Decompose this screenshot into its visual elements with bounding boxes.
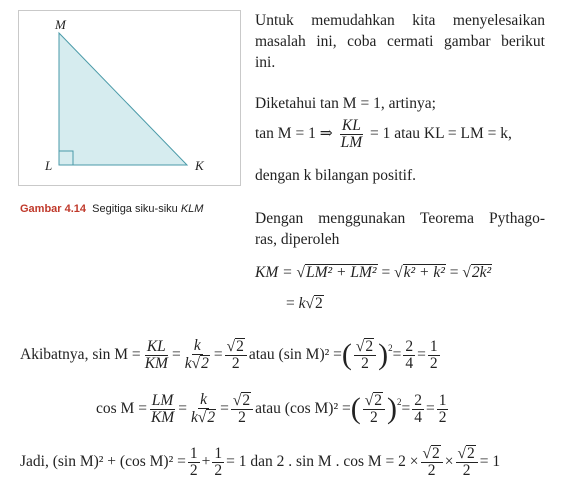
fraction [188, 446, 200, 479]
numerator: √2 [231, 392, 253, 410]
intro-paragraph [255, 10, 545, 73]
jadi-equation-row [20, 445, 500, 479]
fraction [354, 338, 376, 372]
jadi-mid: = 1 dan 2 . sin M . cos M = 2 × [226, 453, 419, 470]
numerator: 2 [405, 337, 414, 355]
numerator: √2 [421, 445, 443, 463]
tan-right: = 1 atau KL = LM = k, [370, 125, 512, 143]
jadi-prefix: Jadi, (sin M)² + (cos M)² = [20, 453, 186, 470]
den-k: k [184, 355, 192, 372]
pythagoras-line: Dengan menggunakan Teorema Pythago- [255, 210, 545, 227]
pythagoras-paragraph [255, 208, 545, 250]
km-result: = k√2 [286, 295, 323, 312]
fraction [363, 392, 385, 426]
denominator: 4 [405, 354, 414, 372]
numerator: 1 [214, 444, 223, 462]
equals: = [392, 346, 402, 363]
numerator: LM [151, 391, 174, 409]
radical: 2 [467, 445, 475, 462]
km-lhs: KM = [255, 264, 293, 281]
numerator: k [193, 337, 201, 354]
paren-close: ) [386, 392, 397, 425]
intro-line: Untuk memudahkan kita menyelesaikan [255, 12, 545, 29]
exponent: 2 [388, 343, 393, 353]
numerator: 1 [438, 391, 447, 409]
denominator: 2 [438, 408, 447, 426]
tan-left: tan M = 1 ⇒ [255, 125, 333, 143]
numerator: KL [146, 337, 166, 355]
denominator: 2 [369, 409, 378, 426]
radical: 2 [432, 445, 440, 462]
exponent: 2 [396, 397, 402, 407]
numerator: √2 [354, 338, 376, 356]
fraction [412, 393, 424, 426]
atau-text: atau (sin M)² = [248, 346, 342, 363]
numerator: KL [341, 117, 361, 134]
equals: = [381, 264, 391, 281]
denominator: 2 [427, 462, 436, 479]
radical: 2 [236, 338, 244, 355]
denominator: k√2 [184, 355, 209, 372]
figure-box [18, 10, 241, 186]
fraction [437, 393, 449, 426]
fraction [225, 338, 247, 372]
cos-prefix: cos M = [96, 400, 147, 417]
numerator: k [200, 391, 207, 408]
numerator: √2 [456, 445, 478, 463]
paren-open: ( [341, 338, 352, 371]
fraction [403, 339, 415, 372]
radical-lm: LM² + LM² [305, 264, 377, 281]
figure-caption [20, 203, 203, 215]
numerator: √2 [225, 338, 247, 356]
vertex-label-m: M [55, 17, 66, 32]
radical: 2 [365, 338, 374, 355]
denominator: KM [144, 354, 168, 372]
vertex-label-k: K [195, 158, 204, 173]
fraction [143, 339, 170, 372]
radical: 2 [374, 392, 382, 409]
fraction [428, 339, 440, 372]
numerator: 2 [414, 391, 422, 409]
denominator: 2 [238, 409, 246, 426]
radical: 2 [201, 355, 209, 372]
denominator: 2 [231, 355, 240, 372]
sin-equation-row: Akibatnya, sin M = $\frac{KL}{KM}$ = $\frac{k}{k√2}$ = $\frac{√2}{2}$ atau (sin M)² = ( $\frac{√2}{2}$ ) 2 = $\frac{2}{4}$ = $\frac{1}{2}$ [20, 337, 438, 372]
plus: + [201, 453, 211, 470]
km-equation: KM = √LM² + LM² = √k² + k² = √2k² [255, 264, 492, 281]
den-k: k [190, 409, 198, 426]
atau-text: atau (cos M)² = [255, 400, 351, 417]
vertex-label-l: L [45, 158, 53, 173]
denominator: 2 [189, 461, 198, 479]
triangle-klm [59, 33, 187, 165]
dengan-line: dengan k bilangan positif. [255, 167, 416, 184]
radical: 2 [207, 409, 216, 426]
tan-equation [255, 118, 512, 151]
times: × [444, 453, 454, 470]
diketahui-line: Diketahui tan M = 1, artinya; [255, 95, 436, 112]
equals: = [449, 264, 459, 281]
fraction-kl-lm [339, 118, 365, 151]
jadi-end: = 1 [479, 453, 501, 470]
denominator: k√2 [190, 409, 216, 426]
sin-prefix: Akibatnya, sin M = [20, 346, 141, 363]
denominator: 2 [429, 354, 438, 372]
radical-2k: 2k² [471, 264, 492, 281]
fraction [189, 392, 218, 426]
numerator: 1 [189, 444, 198, 462]
radical: 2 [242, 392, 251, 409]
fraction [183, 338, 212, 372]
equals: = [286, 295, 295, 312]
numerator: 1 [429, 337, 438, 355]
fraction [231, 392, 253, 426]
denominator: 2 [361, 355, 369, 372]
radical-k: k² + k² [403, 264, 445, 281]
result-radical: 2 [315, 295, 323, 312]
caption-italic: KLM [180, 203, 204, 215]
fraction [421, 445, 443, 479]
fraction [456, 445, 478, 479]
fraction [149, 393, 176, 426]
numerator: √2 [363, 392, 385, 410]
denominator: LM [340, 134, 363, 151]
caption-number: Gambar 4.14 [20, 203, 87, 215]
intro-line: masalah ini, coba cermati gambar berikut [255, 33, 545, 50]
denominator: 2 [214, 461, 223, 479]
paren-close: ) [378, 338, 389, 371]
intro-line: ini. [255, 54, 276, 71]
paren-open: ( [350, 392, 361, 425]
result-k: k [298, 295, 306, 312]
pythagoras-line: ras, diperoleh [255, 231, 340, 248]
denominator: 2 [462, 462, 471, 479]
denominator: KM [150, 408, 175, 426]
cos-equation-row: cos M = $\frac{LM}{KM}$ = $\frac{k}{k√2}$ = $\frac{√2}{2}$ atau (cos M)² = ( $\frac{√2}{2}$ ) 2 = $\frac{2}{4}$ = $\frac{1}{2}$ [96, 391, 447, 426]
equals: = [401, 400, 411, 417]
fraction [212, 446, 224, 479]
denominator: 4 [414, 408, 422, 426]
caption-text: Segitiga siku-siku [92, 203, 178, 215]
